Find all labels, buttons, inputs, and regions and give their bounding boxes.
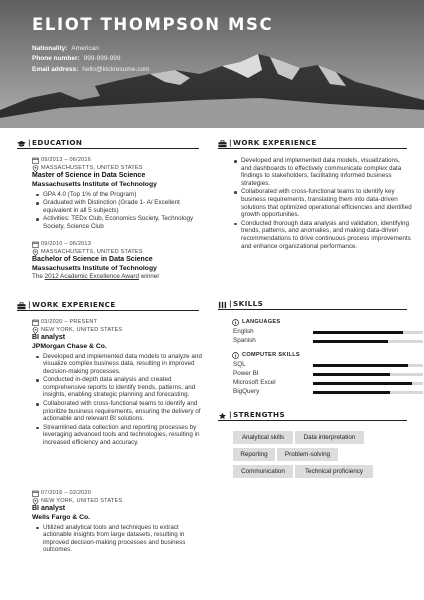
contact-phone (32, 54, 150, 64)
award-prefix: The (32, 272, 45, 280)
skill-level-bar (313, 364, 423, 367)
entry-location (32, 248, 202, 256)
date-range: 09/2010 – 06/2013 (41, 240, 92, 247)
location-pin-icon (32, 498, 39, 505)
skill-name: Spanish (233, 337, 256, 344)
school-name: Massachusetts Institute of Technology (32, 180, 157, 188)
list-item: Streamlined data collection and reporting processes by leveraging advanced tools and technologies, resulting in increased efficiency and accuracy. (32, 424, 202, 447)
award-suffix: winner (139, 272, 160, 280)
contact-nationality (32, 44, 150, 54)
skill-name: Microsoft Excel (233, 379, 276, 386)
date-range: 09/2013 – 06/2016 (41, 156, 92, 163)
strength-tag: Analytical skills (233, 431, 293, 444)
strength-tag: Problem-solving (277, 448, 338, 461)
list-item: Activities: TEDx Club, Economics Society, Technology Society, Science Club (32, 215, 202, 230)
email-link[interactable]: hello@kickresume.com (82, 65, 150, 73)
strength-tag: Technical proficiency (295, 465, 373, 478)
skill-row (233, 361, 423, 370)
location-pin-icon (32, 165, 39, 172)
contact-value: 999-999-999 (83, 55, 121, 63)
school-name: Massachusetts Institute of Technology (32, 264, 157, 272)
skills-section-header (218, 300, 407, 310)
list-item: Developed and implemented data models, visualizations, and dashboards to effectively communicate complex data findings to stakeholders, facilitating informed business strategies. (230, 157, 412, 187)
list-item: GPA 4.0 (Top 1% of the Program) (32, 191, 202, 199)
date-range: 03/2020 – PRESENT (41, 318, 98, 325)
degree-title: Bachelor of Science in Data Science (32, 256, 153, 263)
bullet-list (32, 353, 202, 447)
header-banner (0, 0, 424, 128)
location-pin-icon (32, 249, 39, 256)
education-entry (32, 240, 202, 280)
company-name: JPMorgan Chase & Co. (32, 342, 107, 350)
entry-location (32, 497, 202, 505)
location: MASSACHUSETTS, UNITED STATES (41, 248, 143, 255)
section-title: | WORK EXPERIENCE (28, 301, 116, 310)
contact-label: Phone number: (32, 55, 80, 63)
skill-level-bar (313, 382, 423, 385)
strength-tag: Reporting (233, 448, 275, 461)
entry-location (32, 326, 202, 334)
education-section-header (17, 139, 199, 149)
strengths-section-header (218, 411, 407, 421)
location: NEW YORK, UNITED STATES (41, 326, 123, 333)
calendar-icon (32, 319, 39, 326)
candidate-name: ELIOT THOMPSON MSC (32, 15, 274, 34)
languages-subheader (232, 319, 280, 326)
entry-dates (32, 156, 202, 164)
location: MASSACHUSETTS, UNITED STATES (41, 164, 143, 171)
work-entry-continued (230, 155, 412, 251)
skill-name: BigQuery (233, 388, 260, 395)
job-title: BI analyst (32, 505, 66, 512)
entry-dates (32, 489, 202, 497)
skill-level-fill (313, 331, 403, 334)
list-item: Utilized analytical tools and techniques to extract actionable insights from large datasets, resulting in improved decision-making processes and business outcomes. (32, 524, 202, 554)
skill-row (233, 379, 423, 388)
skill-row (233, 328, 423, 337)
entry-dates (32, 318, 202, 326)
skill-level-fill (313, 340, 388, 343)
bullet-list (32, 191, 202, 231)
entry-dates (32, 240, 202, 248)
award-note (32, 273, 202, 281)
skill-row (233, 370, 423, 379)
calendar-icon (32, 490, 39, 497)
skill-name: English (233, 328, 254, 335)
subheader-label: LANGUAGES (242, 319, 281, 326)
subheader-label: COMPUTER SKILLS (242, 352, 300, 359)
date-range: 07/2016 – 02/2020 (41, 489, 92, 496)
contact-label: Email address: (32, 65, 79, 73)
skill-level-fill (313, 373, 390, 376)
list-item: Collaborated with cross-functional teams to identify and prioritize business requirements, ensuring the delivery of actionable and relevant BI solutions. (32, 400, 202, 423)
star-icon (218, 412, 227, 420)
section-title: | SKILLS (229, 300, 263, 309)
list-item: Conducted thorough data analysis and validation, identifying trends, patterns, and anomalies, and making data-driven recommendations to drive continuous process improvements and enhance organizational performance. (230, 220, 412, 250)
entry-location (32, 164, 202, 172)
skill-level-bar (313, 331, 423, 334)
computer-skills-subheader (232, 352, 300, 359)
section-title: | EDUCATION (28, 139, 82, 148)
graduation-cap-icon (17, 140, 26, 148)
work-experience-section-header (17, 301, 199, 311)
strength-tag: Data interpretation (295, 431, 364, 444)
bullet-list (32, 524, 202, 554)
skill-level-fill (313, 391, 390, 394)
list-item: Graduated with Distinction (Grade 1- A/ Excellent equivalent in all 5 subjects) (32, 199, 202, 214)
contact-value: American (71, 45, 99, 52)
calendar-icon (32, 157, 39, 164)
location-pin-icon (32, 327, 39, 334)
skills-bars-icon (218, 301, 227, 309)
education-entry (32, 156, 202, 231)
briefcase-icon (17, 302, 26, 310)
company-name: Wells Fargo & Co. (32, 513, 91, 521)
calendar-icon (32, 241, 39, 248)
contact-email (32, 65, 150, 75)
degree-title: Master of Science in Data Science (32, 172, 146, 179)
info-circle-icon (232, 319, 239, 326)
job-title: BI analyst (32, 334, 66, 341)
skill-level-bar (313, 340, 423, 343)
skill-level-bar (313, 373, 423, 376)
skill-level-fill (313, 364, 408, 367)
section-title: | WORK EXPERIENCE (229, 139, 317, 148)
strength-tag: Communication (233, 465, 293, 478)
skill-row (233, 388, 423, 397)
location: NEW YORK, UNITED STATES (41, 497, 123, 504)
list-item: Conducted in-depth data analysis and created comprehensive reports to identify trends, patterns, and insights, enabling strategic planning and forecasting. (32, 376, 202, 399)
bullet-list (230, 157, 412, 250)
section-title: | STRENGTHS (229, 411, 285, 420)
skill-name: Power BI (233, 370, 259, 377)
contact-info (32, 44, 150, 75)
briefcase-icon (218, 140, 227, 148)
skill-name: SQL (233, 361, 246, 368)
work-entry (32, 318, 202, 448)
work-entry (32, 489, 202, 555)
list-item: Developed and implemented data models to analyze and visualize complex business data, resulting in improved decision-making processes. (32, 353, 202, 376)
skill-level-fill (313, 382, 412, 385)
award-link[interactable]: 2012 Academic Excellence Award (44, 272, 140, 280)
contact-label: Nationality: (32, 45, 68, 52)
skill-row (233, 337, 423, 346)
list-item: Collaborated with cross-functional teams to identify key business requirements, translating them into data-driven solutions that optimized operational efficiencies and identified growth opportunities. (230, 188, 412, 218)
info-circle-icon (232, 352, 239, 359)
work-experience-section-header (218, 139, 407, 149)
skill-level-bar (313, 391, 423, 394)
